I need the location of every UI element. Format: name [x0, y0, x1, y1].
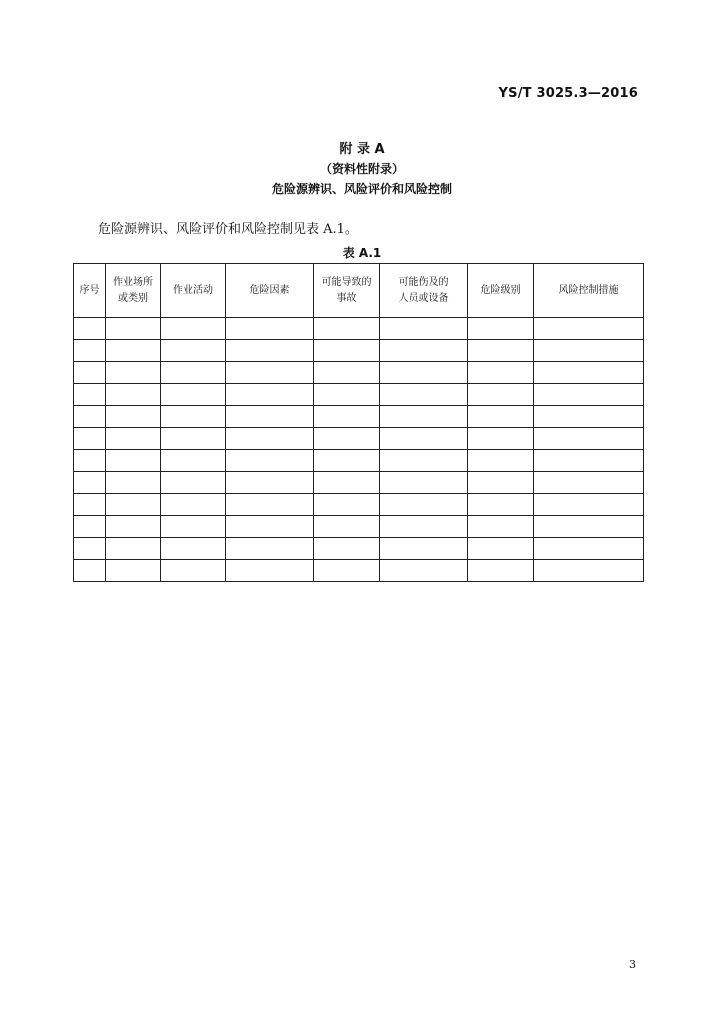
table-row — [74, 340, 644, 362]
table-cell — [74, 560, 106, 582]
column-header-line: 危险因素 — [249, 284, 290, 296]
column-header — [106, 264, 161, 318]
table-cell — [380, 428, 468, 450]
table-cell — [161, 472, 226, 494]
table-cell — [226, 384, 314, 406]
table-cell — [226, 472, 314, 494]
table-cell — [468, 406, 534, 428]
column-header — [534, 264, 644, 318]
table-cell — [314, 516, 380, 538]
table-cell — [74, 318, 106, 340]
table-cell — [314, 362, 380, 384]
table-row — [74, 362, 644, 384]
table-cell — [380, 384, 468, 406]
table-row — [74, 406, 644, 428]
table-cell — [534, 362, 644, 384]
table-cell — [74, 472, 106, 494]
table-cell — [468, 516, 534, 538]
table-cell — [106, 340, 161, 362]
table-cell — [106, 450, 161, 472]
table-cell — [314, 450, 380, 472]
table-cell — [74, 406, 106, 428]
column-header-line: 可能伤及的 — [398, 276, 449, 288]
column-header — [74, 264, 106, 318]
page-number: 3 — [629, 958, 636, 971]
table-row — [74, 472, 644, 494]
column-header-line: 作业活动 — [173, 284, 213, 296]
column-header-line: 序号 — [79, 284, 100, 296]
table-cell — [106, 516, 161, 538]
table-cell — [106, 428, 161, 450]
table-cell — [74, 538, 106, 560]
table-cell — [226, 494, 314, 516]
table-cell — [380, 450, 468, 472]
table-cell — [380, 340, 468, 362]
table-cell — [314, 406, 380, 428]
column-header-line: 或类别 — [118, 292, 148, 304]
table-row — [74, 428, 644, 450]
table-cell — [314, 340, 380, 362]
annex-subtitle: （资料性附录） — [319, 162, 404, 176]
column-header-line: 可能导致的 — [321, 276, 372, 288]
table-cell — [468, 384, 534, 406]
column-header-line: 风险控制措施 — [558, 284, 619, 296]
table-cell — [226, 560, 314, 582]
column-header-line: 作业场所 — [113, 276, 153, 288]
table-cell — [314, 538, 380, 560]
table-cell — [161, 406, 226, 428]
table-cell — [226, 340, 314, 362]
table-cell — [314, 384, 380, 406]
annex-heading: 危险源辨识、风险评价和风险控制 — [271, 182, 452, 196]
table-cell — [468, 560, 534, 582]
table-row — [74, 516, 644, 538]
table-cell — [226, 362, 314, 384]
table-cell — [161, 318, 226, 340]
table-cell — [74, 362, 106, 384]
annex-title: 附 录 A — [339, 142, 385, 157]
table-cell — [226, 538, 314, 560]
table-cell — [534, 450, 644, 472]
table-cell — [106, 538, 161, 560]
table-cell — [314, 494, 380, 516]
table-cell — [468, 494, 534, 516]
table-cell — [161, 494, 226, 516]
table-cell — [380, 516, 468, 538]
column-header — [314, 264, 380, 318]
column-header-line: 事故 — [336, 292, 357, 304]
table-cell — [468, 318, 534, 340]
table-cell — [226, 318, 314, 340]
table-cell — [161, 362, 226, 384]
table-cell — [380, 560, 468, 582]
table-cell — [161, 384, 226, 406]
table-header-row — [74, 264, 644, 318]
table-cell — [380, 494, 468, 516]
table-cell — [534, 406, 644, 428]
table-cell — [106, 472, 161, 494]
table-cell — [74, 384, 106, 406]
table-cell — [534, 428, 644, 450]
table-cell — [468, 538, 534, 560]
table-cell — [226, 428, 314, 450]
table-cell — [380, 362, 468, 384]
intro-paragraph: 危险源辨识、风险评价和风险控制见表 A.1。 — [98, 222, 358, 237]
table-cell — [161, 560, 226, 582]
table-cell — [534, 384, 644, 406]
table-cell — [468, 450, 534, 472]
table-cell — [314, 318, 380, 340]
table-cell — [74, 450, 106, 472]
table-cell — [74, 428, 106, 450]
table-cell — [74, 494, 106, 516]
table-row — [74, 538, 644, 560]
column-header — [468, 264, 534, 318]
table-cell — [161, 428, 226, 450]
table-cell — [106, 494, 161, 516]
table-row — [74, 318, 644, 340]
column-header — [161, 264, 226, 318]
column-header-line: 危险级别 — [480, 284, 521, 296]
table-cell — [468, 340, 534, 362]
table-cell — [161, 516, 226, 538]
table-cell — [161, 450, 226, 472]
table-cell — [534, 472, 644, 494]
table-row — [74, 494, 644, 516]
table-cell — [226, 516, 314, 538]
column-header — [226, 264, 314, 318]
table-cell — [161, 538, 226, 560]
table-cell — [314, 428, 380, 450]
table-cell — [534, 560, 644, 582]
table-cell — [534, 538, 644, 560]
hazard-table — [73, 263, 644, 582]
table-caption: 表 A.1 — [342, 246, 382, 260]
column-header — [380, 264, 468, 318]
table-cell — [106, 362, 161, 384]
table-cell — [106, 560, 161, 582]
table-cell — [74, 516, 106, 538]
table-cell — [468, 428, 534, 450]
table-cell — [106, 406, 161, 428]
table-cell — [226, 406, 314, 428]
table-cell — [161, 340, 226, 362]
standard-code: YS/T 3025.3—2016 — [498, 86, 638, 101]
table-cell — [380, 472, 468, 494]
table-cell — [106, 384, 161, 406]
table-cell — [74, 340, 106, 362]
table-body — [74, 318, 644, 582]
table-cell — [468, 362, 534, 384]
table-cell — [534, 494, 644, 516]
table-cell — [226, 450, 314, 472]
table-row — [74, 560, 644, 582]
table-cell — [468, 472, 534, 494]
table-cell — [106, 318, 161, 340]
table-cell — [314, 560, 380, 582]
table-row — [74, 384, 644, 406]
table-cell — [380, 406, 468, 428]
table-cell — [534, 318, 644, 340]
table-cell — [314, 472, 380, 494]
table-cell — [534, 340, 644, 362]
table-cell — [380, 318, 468, 340]
column-header-line: 人员或设备 — [398, 292, 449, 304]
table-cell — [534, 516, 644, 538]
table-row — [74, 450, 644, 472]
table-cell — [380, 538, 468, 560]
